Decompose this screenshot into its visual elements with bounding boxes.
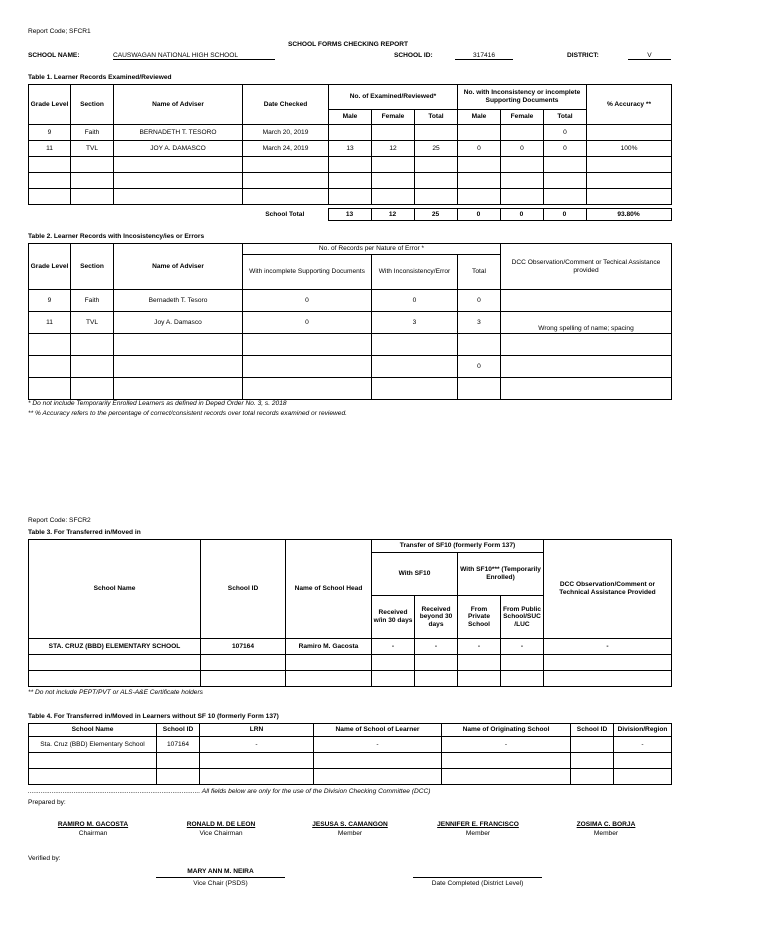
table-cell xyxy=(243,334,372,356)
table-cell xyxy=(372,356,458,378)
table-cell: Joy A. Damasco xyxy=(114,312,243,334)
date-completed-label: Date Completed (District Level) xyxy=(431,880,524,887)
table-cell xyxy=(29,655,201,671)
table-cell: 0 xyxy=(458,141,501,157)
table-cell xyxy=(501,157,544,173)
table-cell xyxy=(587,125,672,141)
table-cell xyxy=(458,378,501,400)
table4-title: Table 4. For Transferred in/Moved in Learners without SF 10 (formerly Form 137) xyxy=(28,713,279,720)
t3-header-dcc: DCC Observation/Comment or Technical Assistance Provided xyxy=(544,540,672,639)
table-cell xyxy=(71,378,114,400)
total-cell: 13 xyxy=(328,209,371,221)
table-row xyxy=(29,753,672,769)
verified-by-label: Verified by: xyxy=(28,855,61,862)
table-cell: 9 xyxy=(29,125,71,141)
table-cell xyxy=(114,189,243,205)
signatory-block xyxy=(307,821,393,837)
table-cell xyxy=(71,334,114,356)
t1-header-inconsistency: No. with Inconsistency or incomplete Supporting Documents xyxy=(458,85,587,110)
table-cell xyxy=(157,769,200,785)
table-cell xyxy=(372,189,415,205)
table-cell: March 24, 2019 xyxy=(243,141,329,157)
total-cell: 0 xyxy=(543,209,586,221)
table-cell xyxy=(544,671,672,687)
table-cell xyxy=(458,655,501,671)
table1 xyxy=(28,84,672,205)
district-value: V xyxy=(628,52,671,60)
t1-header-adviser: Name of Adviser xyxy=(114,85,243,125)
total-cell: 12 xyxy=(371,209,414,221)
table-cell: 25 xyxy=(415,141,458,157)
table-cell xyxy=(501,334,672,356)
table-cell xyxy=(501,671,544,687)
table-cell: Bernadeth T. Tesoro xyxy=(114,290,243,312)
table-cell xyxy=(329,173,372,189)
table3-note: ** Do not include PEPT/PVT or ALS-A&E Certificate holders xyxy=(28,689,203,696)
t3-header-r30: Received w/in 30 days xyxy=(372,596,415,639)
table-cell xyxy=(372,334,458,356)
table-row xyxy=(29,189,672,205)
t3-header-private: From Private School xyxy=(458,596,501,639)
table-cell: 107164 xyxy=(201,639,286,655)
table-cell xyxy=(415,189,458,205)
t2-header-nature: No. of Records per Nature of Error * xyxy=(243,244,501,255)
table-cell: TVL xyxy=(71,312,114,334)
table-header-cell: School ID xyxy=(157,724,200,737)
signatory-block xyxy=(435,821,521,837)
signatory-role: Chairman xyxy=(78,830,108,837)
t1-header-total-2: Total xyxy=(544,110,587,125)
table-cell xyxy=(501,125,544,141)
t1-header-female: Female xyxy=(372,110,415,125)
t2-header-adviser: Name of Adviser xyxy=(114,244,243,290)
signatory-role: Member xyxy=(337,830,363,837)
signatory-role: Member xyxy=(465,830,491,837)
table-cell: 107164 xyxy=(157,737,200,753)
table-cell xyxy=(243,378,372,400)
table-cell xyxy=(571,769,614,785)
verifier-block xyxy=(156,868,285,887)
total-cell: 0 xyxy=(500,209,543,221)
table-cell: - xyxy=(458,639,501,655)
table-header-cell: Division/Region xyxy=(614,724,672,737)
table-cell xyxy=(501,173,544,189)
t3-header-public: From Public School/SUC /LUC xyxy=(501,596,544,639)
table1-totals xyxy=(242,208,672,221)
table-row xyxy=(29,769,672,785)
t1-header-examined: No. of Examined/Reviewed* xyxy=(329,85,458,110)
t1-header-section: Section xyxy=(71,85,114,125)
table-cell xyxy=(501,356,672,378)
table-cell xyxy=(71,356,114,378)
table-cell: - xyxy=(442,737,571,753)
table-cell xyxy=(314,753,442,769)
table-cell xyxy=(71,189,114,205)
table-cell xyxy=(415,173,458,189)
table-cell xyxy=(29,769,157,785)
table-cell xyxy=(243,173,329,189)
table-row xyxy=(29,737,672,753)
table-row xyxy=(29,125,672,141)
date-completed-block xyxy=(413,868,542,887)
table-cell xyxy=(458,157,501,173)
table-cell xyxy=(29,753,157,769)
table-cell xyxy=(114,356,243,378)
table-cell xyxy=(587,157,672,173)
table3 xyxy=(28,539,672,687)
table3-title: Table 3. For Transferred in/Moved in xyxy=(28,529,141,536)
table-cell: STA. CRUZ (BBD) ELEMENTARY SCHOOL xyxy=(29,639,201,655)
table-cell xyxy=(329,157,372,173)
table-cell: - xyxy=(372,639,415,655)
table-cell: 0 xyxy=(544,125,587,141)
table-cell xyxy=(544,189,587,205)
table-cell xyxy=(29,173,71,189)
table-cell xyxy=(114,334,243,356)
table-header-cell: Name of School of Learner xyxy=(314,724,442,737)
table-cell xyxy=(201,671,286,687)
table-cell xyxy=(200,753,314,769)
verifier-role: Vice Chair (PSDS) xyxy=(193,880,248,887)
table-cell xyxy=(614,753,672,769)
report-code-2: Report Code: SFCR2 xyxy=(28,517,91,524)
table-row xyxy=(29,334,672,356)
table-row xyxy=(29,671,672,687)
t1-header-grade: Grade Level xyxy=(29,85,71,125)
table-cell: 3 xyxy=(372,312,458,334)
table-cell xyxy=(614,769,672,785)
table-cell: 13 xyxy=(329,141,372,157)
school-id-label: SCHOOL ID: xyxy=(394,52,433,59)
table-cell xyxy=(29,356,71,378)
table-cell xyxy=(544,173,587,189)
table-header-cell: Name of Originating School xyxy=(442,724,571,737)
signatory-role: Member xyxy=(593,830,619,837)
table-cell xyxy=(71,173,114,189)
table-cell xyxy=(501,655,544,671)
table-cell xyxy=(458,189,501,205)
table-cell xyxy=(243,356,372,378)
table-cell: Faith xyxy=(71,125,114,141)
table-header-cell: School Name xyxy=(29,724,157,737)
date-completed-line xyxy=(413,868,542,878)
t3-header-with: With SF10 xyxy=(372,553,458,596)
table-cell: 11 xyxy=(29,141,71,157)
table-cell xyxy=(458,334,501,356)
table-cell xyxy=(415,671,458,687)
table-cell xyxy=(114,173,243,189)
table-cell: - xyxy=(200,737,314,753)
table-row xyxy=(29,141,672,157)
table-cell xyxy=(501,290,672,312)
table-cell xyxy=(587,173,672,189)
total-accuracy: 93.80% xyxy=(586,209,671,221)
table-row xyxy=(29,639,672,655)
t3-header-school-id: School ID xyxy=(201,540,286,639)
table-cell: - xyxy=(415,639,458,655)
table-cell xyxy=(29,378,71,400)
signatory-name: JESUSA S. CAMANGON xyxy=(312,821,388,828)
table-cell xyxy=(442,769,571,785)
signatory-role: Vice Chairman xyxy=(199,830,243,837)
table-cell: JOY A. DAMASCO xyxy=(114,141,243,157)
t2-header-grade: Grade Level xyxy=(29,244,71,290)
t3-header-transfer: Transfer of SF10 (formerly Form 137) xyxy=(372,540,544,553)
t2-header-dcc: DCC Observation/Comment or Techical Assistance provided xyxy=(501,244,672,290)
table2 xyxy=(28,243,672,400)
table-cell xyxy=(286,671,372,687)
t2-header-section: Section xyxy=(71,244,114,290)
t3-header-head: Name of School Head xyxy=(286,540,372,639)
district-label: DISTRICT: xyxy=(567,52,599,59)
table-cell: 0 xyxy=(458,356,501,378)
t1-header-date: Date Checked xyxy=(243,85,329,125)
table-cell: BERNADETH T. TESORO xyxy=(114,125,243,141)
table-cell xyxy=(544,157,587,173)
table-cell: Ramiro M. Gacosta xyxy=(286,639,372,655)
table-row xyxy=(29,157,672,173)
total-cell: 0 xyxy=(457,209,500,221)
table-cell xyxy=(458,173,501,189)
table-cell xyxy=(243,189,329,205)
table-cell: - xyxy=(544,639,672,655)
table-cell xyxy=(372,378,458,400)
table-row xyxy=(29,312,672,334)
t1-header-accuracy: % Accuracy ** xyxy=(587,85,672,125)
table-cell xyxy=(157,753,200,769)
signatory-name: RAMIRO M. GACOSTA xyxy=(57,821,129,828)
table-row xyxy=(29,356,672,378)
table-cell xyxy=(372,157,415,173)
school-name-label: SCHOOL NAME: xyxy=(28,52,80,59)
table1-title: Table 1. Learner Records Examined/Reviewed xyxy=(28,74,172,81)
table-cell xyxy=(29,334,71,356)
table-cell xyxy=(571,753,614,769)
total-cell: 25 xyxy=(414,209,457,221)
verifier-name: MARY ANN M. NEIRA xyxy=(156,868,285,878)
signatory-name: ZOSIMA C. BORJA xyxy=(576,821,636,828)
table-cell xyxy=(286,655,372,671)
table-cell xyxy=(458,125,501,141)
table-cell: - xyxy=(501,639,544,655)
signatory-block xyxy=(50,821,136,837)
table-cell xyxy=(544,655,672,671)
table-cell xyxy=(415,125,458,141)
table-cell xyxy=(114,378,243,400)
t1-header-male-2: Male xyxy=(458,110,501,125)
table-row xyxy=(29,173,672,189)
school-name-value: CAUSWAGAN NATIONAL HIGH SCHOOL xyxy=(113,52,275,60)
table-cell xyxy=(29,671,201,687)
table-cell xyxy=(29,157,71,173)
table-cell xyxy=(314,769,442,785)
table-cell xyxy=(329,189,372,205)
table-cell xyxy=(501,378,672,400)
table2-note1: * Do not include Temporarily Enrolled Learners as defined in Deped Order No. 3, s. 2018 xyxy=(28,400,287,407)
table-cell xyxy=(372,125,415,141)
table-cell xyxy=(243,157,329,173)
table-cell xyxy=(442,753,571,769)
table-cell xyxy=(29,189,71,205)
table-cell: 12 xyxy=(372,141,415,157)
t3-header-school: School Name xyxy=(29,540,201,639)
table-cell xyxy=(587,189,672,205)
table-cell xyxy=(372,173,415,189)
table-cell xyxy=(372,671,415,687)
table-cell: Wrong spelling of name; spacing xyxy=(501,312,672,334)
table-cell xyxy=(114,157,243,173)
t2-header-total: Total xyxy=(458,255,501,290)
signatory-block xyxy=(563,821,649,837)
table-cell: Sta. Cruz (BBD) Elementary School xyxy=(29,737,157,753)
t1-header-male: Male xyxy=(329,110,372,125)
t1-header-total: Total xyxy=(415,110,458,125)
table-cell: 3 xyxy=(458,312,501,334)
t1-header-female-2: Female xyxy=(501,110,544,125)
table-cell: 11 xyxy=(29,312,71,334)
page-title: SCHOOL FORMS CHECKING REPORT xyxy=(288,41,409,48)
table-cell: 0 xyxy=(544,141,587,157)
table2-note2: ** % Accuracy refers to the percentage of correct/consistent records over total records examined or reviewed. xyxy=(28,410,347,417)
t2-header-incomplete: With incomplete Supporting Documents xyxy=(243,255,372,290)
table-row xyxy=(29,290,672,312)
t2-header-inconsistency: With Inconsistency/Error xyxy=(372,255,458,290)
table-cell: 100% xyxy=(587,141,672,157)
table-cell: - xyxy=(314,737,442,753)
signatory-block xyxy=(178,821,264,837)
table-cell xyxy=(372,655,415,671)
table-cell xyxy=(71,157,114,173)
table-cell xyxy=(501,189,544,205)
table-cell: 0 xyxy=(458,290,501,312)
table-cell xyxy=(458,671,501,687)
table-cell: March 20, 2019 xyxy=(243,125,329,141)
table-row xyxy=(29,655,672,671)
school-total-label: School Total xyxy=(265,210,305,218)
table-cell: Faith xyxy=(71,290,114,312)
table-cell: - xyxy=(614,737,672,753)
report-code: Report Code; SFCR1 xyxy=(28,28,91,35)
prepared-by-label: Prepared by: xyxy=(28,799,66,806)
signatory-name: JENNIFER E. FRANCISCO xyxy=(437,821,519,828)
table-cell: 9 xyxy=(29,290,71,312)
dcc-note: .............................................................................................. All fields below are only for the use of the Division Checking Committee (DCC) xyxy=(28,788,431,795)
table-header-cell: School ID xyxy=(571,724,614,737)
table-cell: 0 xyxy=(243,312,372,334)
table2-title: Table 2. Learner Records with Incosistency/ies or Errors xyxy=(28,233,205,240)
table4 xyxy=(28,723,672,785)
table-cell: 0 xyxy=(501,141,544,157)
table-cell xyxy=(571,737,614,753)
school-id-value: 317416 xyxy=(455,52,513,60)
t3-header-rb30: Received beyond 30 days xyxy=(415,596,458,639)
table-cell: 0 xyxy=(372,290,458,312)
table-row xyxy=(29,378,672,400)
table-cell xyxy=(415,655,458,671)
table-cell xyxy=(415,157,458,173)
table-cell: 0 xyxy=(243,290,372,312)
t3-header-with-temp: With SF10*** (Temporarily Enrolled) xyxy=(458,553,544,596)
table-cell xyxy=(329,125,372,141)
table-header-cell: LRN xyxy=(200,724,314,737)
signatory-name: RONALD M. DE LEON xyxy=(186,821,256,828)
table-cell xyxy=(201,655,286,671)
table-cell: TVL xyxy=(71,141,114,157)
table-cell xyxy=(200,769,314,785)
